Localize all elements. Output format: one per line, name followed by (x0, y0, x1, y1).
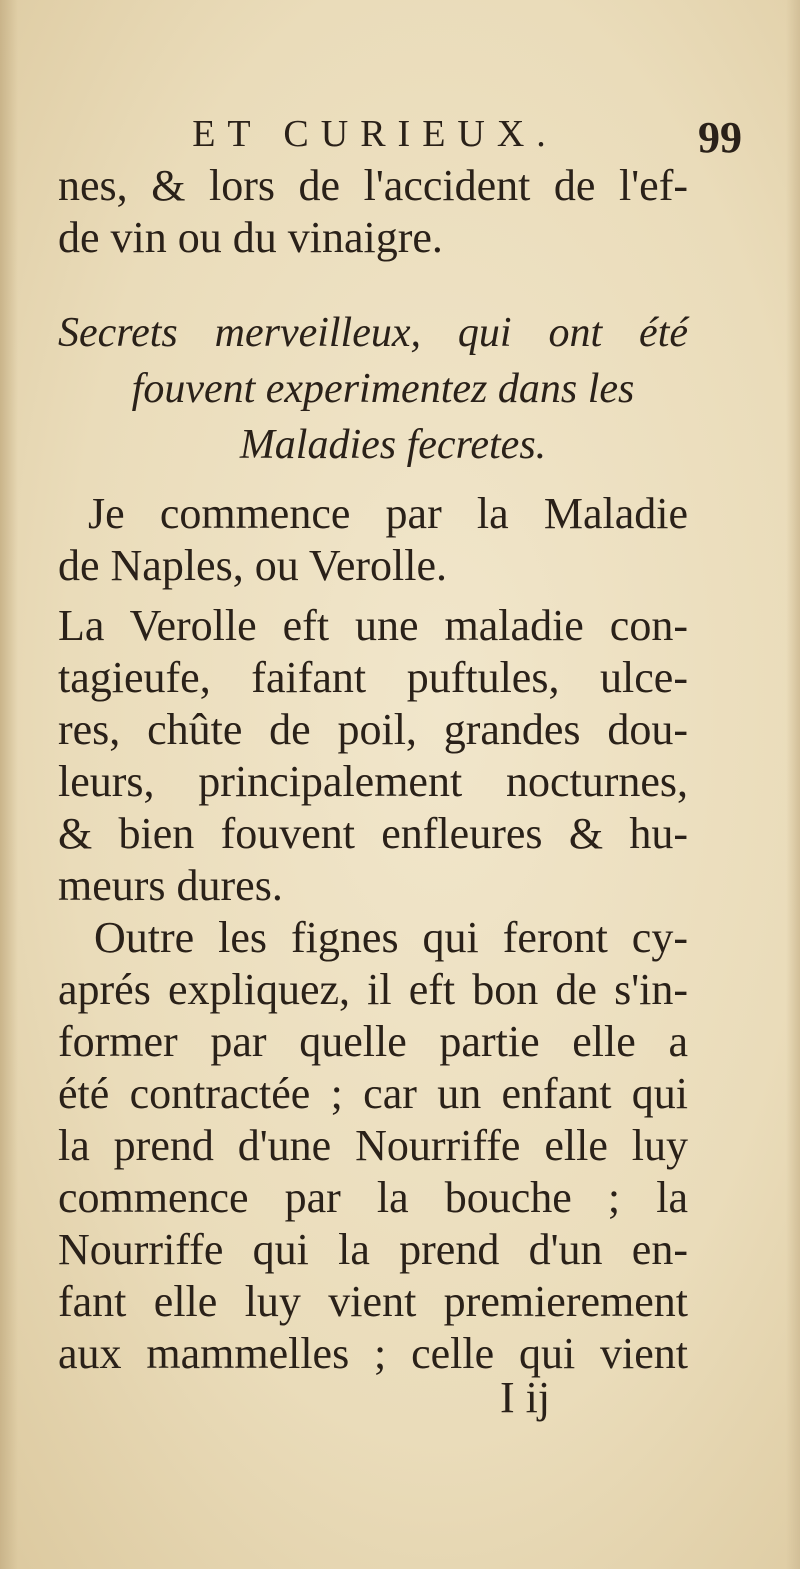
page-header (60, 112, 742, 162)
text-line: & bien fouvent enfleures & hu- (58, 809, 688, 858)
heading-line: Maladies fecretes. (239, 422, 547, 468)
signature-mark: I ij (500, 1373, 551, 1422)
page-number: 99 (698, 113, 742, 162)
paragraph-2 (58, 600, 688, 912)
text-line: la prend d'une Nourriffe elle luy (58, 1121, 688, 1170)
text-line: Outre les fignes qui feront cy- (94, 913, 688, 962)
text-line: aprés expliquez, il eft bon de s'in- (58, 965, 688, 1014)
section-heading (58, 305, 688, 473)
text-line: commence par la bouche ; la (58, 1173, 688, 1222)
text-line: Je commence par la Maladie (88, 489, 688, 538)
text-line: meurs dures. (58, 861, 283, 910)
text-line: tagieufe, faifant puftules, ulce- (58, 653, 688, 702)
paragraph-1 (58, 488, 688, 592)
heading-line: fouvent experimentez dans les (131, 366, 635, 412)
text-line: de Naples, ou Verolle. (58, 541, 447, 590)
text-line: nes, & lors de l'accident de l'ef- (58, 161, 688, 210)
text-line: été contractée ; car un enfant qui (58, 1069, 688, 1118)
running-title: ET CURIEUX. (192, 113, 558, 155)
text-line: de vin ou du vinaigre. (58, 213, 443, 262)
text-line: leurs, principalement nocturnes, (58, 757, 688, 806)
intro-text (58, 160, 688, 264)
heading-line: Secrets merveilleux, qui ont été (58, 310, 688, 356)
text-line: aux mammelles ; celle qui vient (58, 1329, 688, 1378)
text-line: res, chûte de poil, grandes dou- (58, 705, 688, 754)
text-line: fant elle luy vient premierement (58, 1277, 688, 1326)
text-line: La Verolle eft une maladie con- (58, 601, 688, 650)
text-line: former par quelle partie elle a (58, 1017, 688, 1066)
paragraph-3 (58, 912, 688, 1380)
text-line: Nourriffe qui la prend d'un en- (58, 1225, 688, 1274)
